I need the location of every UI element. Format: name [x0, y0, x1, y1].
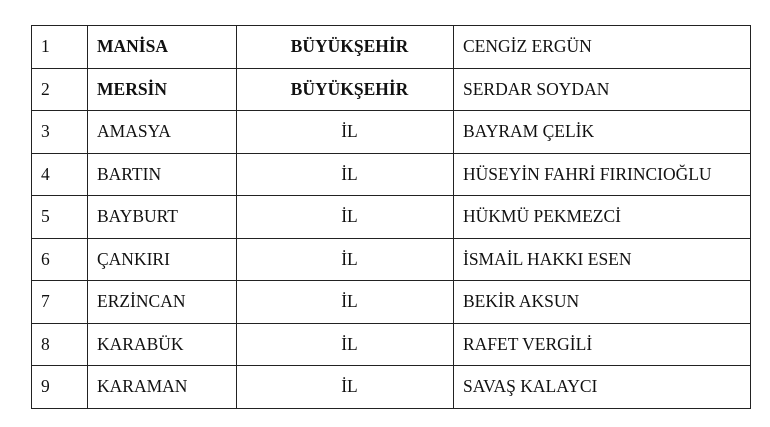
municipality-type-cell: BÜYÜKŞEHİR: [237, 26, 454, 69]
table-row: [32, 111, 751, 154]
mayor-name-cell: BAYRAM ÇELİK: [454, 111, 751, 154]
mayor-name-cell: SAVAŞ KALAYCI: [454, 366, 751, 409]
mayor-name-cell: HÜSEYİN FAHRİ FIRINCIOĞLU: [454, 153, 751, 196]
table-row: [32, 153, 751, 196]
table-row: [32, 366, 751, 409]
city-cell: ÇANKIRI: [88, 238, 237, 281]
row-number: 2: [32, 68, 88, 111]
mayor-name-cell: RAFET VERGİLİ: [454, 323, 751, 366]
table-row: [32, 238, 751, 281]
city-cell: MERSİN: [88, 68, 237, 111]
row-number: 7: [32, 281, 88, 324]
municipality-type-cell: İL: [237, 153, 454, 196]
mayor-name-cell: İSMAİL HAKKI ESEN: [454, 238, 751, 281]
mayor-name-cell: HÜKMÜ PEKMEZCİ: [454, 196, 751, 239]
mayor-name-cell: CENGİZ ERGÜN: [454, 26, 751, 69]
row-number: 6: [32, 238, 88, 281]
table-row: [32, 68, 751, 111]
municipality-type-cell: İL: [237, 111, 454, 154]
city-cell: MANİSA: [88, 26, 237, 69]
municipality-type-cell: İL: [237, 196, 454, 239]
city-cell: BAYBURT: [88, 196, 237, 239]
city-cell: ERZİNCAN: [88, 281, 237, 324]
table-row: [32, 323, 751, 366]
city-cell: KARABÜK: [88, 323, 237, 366]
municipality-type-cell: İL: [237, 366, 454, 409]
row-number: 3: [32, 111, 88, 154]
city-cell: AMASYA: [88, 111, 237, 154]
table-row: [32, 281, 751, 324]
row-number: 8: [32, 323, 88, 366]
mayor-name-cell: SERDAR SOYDAN: [454, 68, 751, 111]
municipality-type-cell: İL: [237, 281, 454, 324]
municipality-type-cell: İL: [237, 238, 454, 281]
table-row: [32, 196, 751, 239]
city-cell: BARTIN: [88, 153, 237, 196]
municipality-type-cell: BÜYÜKŞEHİR: [237, 68, 454, 111]
mayors-table: [31, 25, 751, 409]
table-row: [32, 26, 751, 69]
row-number: 4: [32, 153, 88, 196]
city-cell: KARAMAN: [88, 366, 237, 409]
mayor-name-cell: BEKİR AKSUN: [454, 281, 751, 324]
row-number: 5: [32, 196, 88, 239]
row-number: 1: [32, 26, 88, 69]
municipality-type-cell: İL: [237, 323, 454, 366]
row-number: 9: [32, 366, 88, 409]
